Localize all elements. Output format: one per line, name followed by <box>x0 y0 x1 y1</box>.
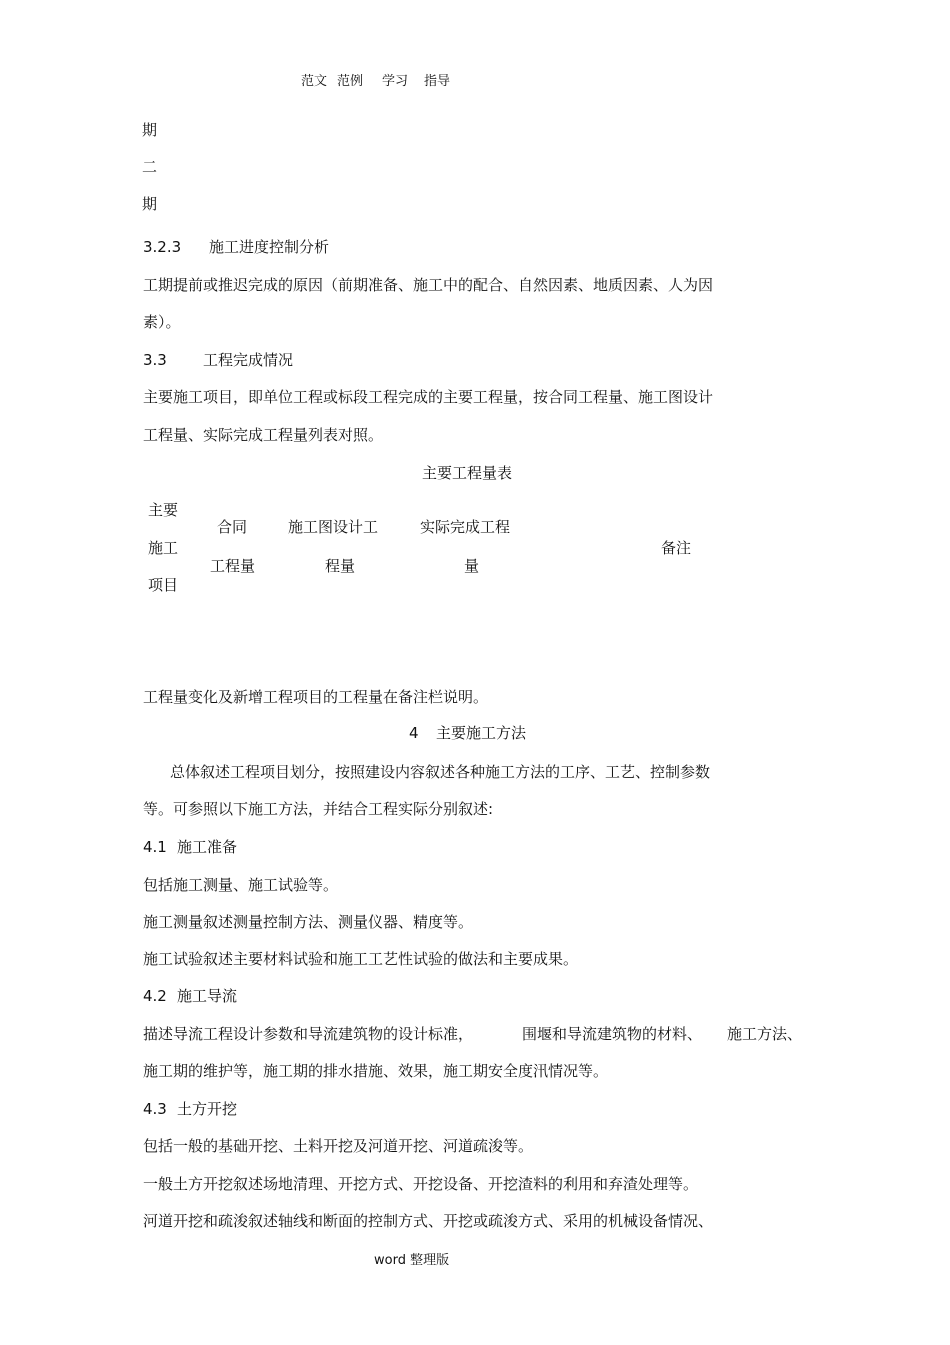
section-number: 4.1 <box>143 838 167 856</box>
table-header-cell: 实际完成工程 <box>420 518 511 536</box>
paragraph-line: 围堰和导流建筑物的材料、 <box>522 1025 703 1043</box>
continuation-text: 二 <box>142 158 158 176</box>
section-number: 4.3 <box>143 1100 167 1118</box>
table-header-cell: 程量 <box>325 557 356 575</box>
section-number: 3.3 <box>143 351 167 369</box>
paragraph-line: 总体叙述工程项目划分，按照建设内容叙述各种施工方法的工序、工艺、控制参数 <box>170 763 711 781</box>
paragraph-line: 一般土方开挖叙述场地清理、开挖方式、开挖设备、开挖渣料的利用和弃渣处理等。 <box>143 1175 699 1193</box>
header-item: 学习 <box>382 74 409 89</box>
section-title: 施工导流 <box>177 987 238 1005</box>
table-header-cell: 工程量 <box>210 557 256 575</box>
header-item: 范文 <box>301 74 328 89</box>
section-title: 工程完成情况 <box>203 351 294 369</box>
paragraph-line: 施工期的维护等，施工期的排水措施、效果，施工期安全度汛情况等。 <box>143 1062 609 1080</box>
section-number: 3.2.3 <box>143 238 182 256</box>
header-item: 指导 <box>424 74 451 89</box>
paragraph-line: 描述导流工程设计参数和导流建筑物的设计标准， <box>143 1025 474 1043</box>
table-header-cell: 备注 <box>661 539 692 557</box>
section-title: 施工准备 <box>177 838 238 856</box>
table-header-cell: 项目 <box>148 576 179 594</box>
footer-text: word 整理版 <box>374 1253 450 1268</box>
paragraph-line: 主要施工项目，即单位工程或标段工程完成的主要工程量，按合同工程量、施工图设计 <box>143 388 714 406</box>
paragraph-line: 工期提前或推迟完成的原因（前期准备、施工中的配合、自然因素、地质因素、人为因 <box>143 276 714 294</box>
paragraph-line: 施工测量叙述测量控制方法、测量仪器、精度等。 <box>143 913 474 931</box>
table-note: 工程量变化及新增工程项目的工程量在备注栏说明。 <box>143 688 489 706</box>
header-item: 范例 <box>337 74 364 89</box>
section-title: 主要施工方法 <box>436 724 527 742</box>
table-caption: 主要工程量表 <box>422 464 513 482</box>
paragraph-line: 包括一般的基础开挖、土料开挖及河道开挖、河道疏浚等。 <box>143 1137 534 1155</box>
paragraph-line: 包括施工测量、施工试验等。 <box>143 876 339 894</box>
table-header-cell: 施工图设计工 <box>288 518 379 536</box>
section-title: 施工进度控制分析 <box>209 238 330 256</box>
paragraph-line: 施工方法、 <box>727 1025 803 1043</box>
paragraph-line: 工程量、实际完成工程量列表对照。 <box>143 426 384 444</box>
paragraph-line: 等。可参照以下施工方法，并结合工程实际分别叙述: <box>143 800 494 818</box>
section-title: 土方开挖 <box>177 1100 238 1118</box>
table-header-cell: 量 <box>464 557 480 575</box>
paragraph-line: 河道开挖和疏浚叙述轴线和断面的控制方式、开挖或疏浚方式、采用的机械设备情况、 <box>143 1212 714 1230</box>
table-header-cell: 合同 <box>217 518 248 536</box>
continuation-text: 期 <box>142 121 158 139</box>
paragraph-line: 素）。 <box>143 313 181 331</box>
section-number: 4 <box>409 724 419 742</box>
table-header-cell: 施工 <box>148 539 179 557</box>
paragraph-line: 施工试验叙述主要材料试验和施工工艺性试验的做法和主要成果。 <box>143 950 579 968</box>
section-number: 4.2 <box>143 987 167 1005</box>
continuation-text: 期 <box>142 195 158 213</box>
table-header-cell: 主要 <box>148 501 179 519</box>
